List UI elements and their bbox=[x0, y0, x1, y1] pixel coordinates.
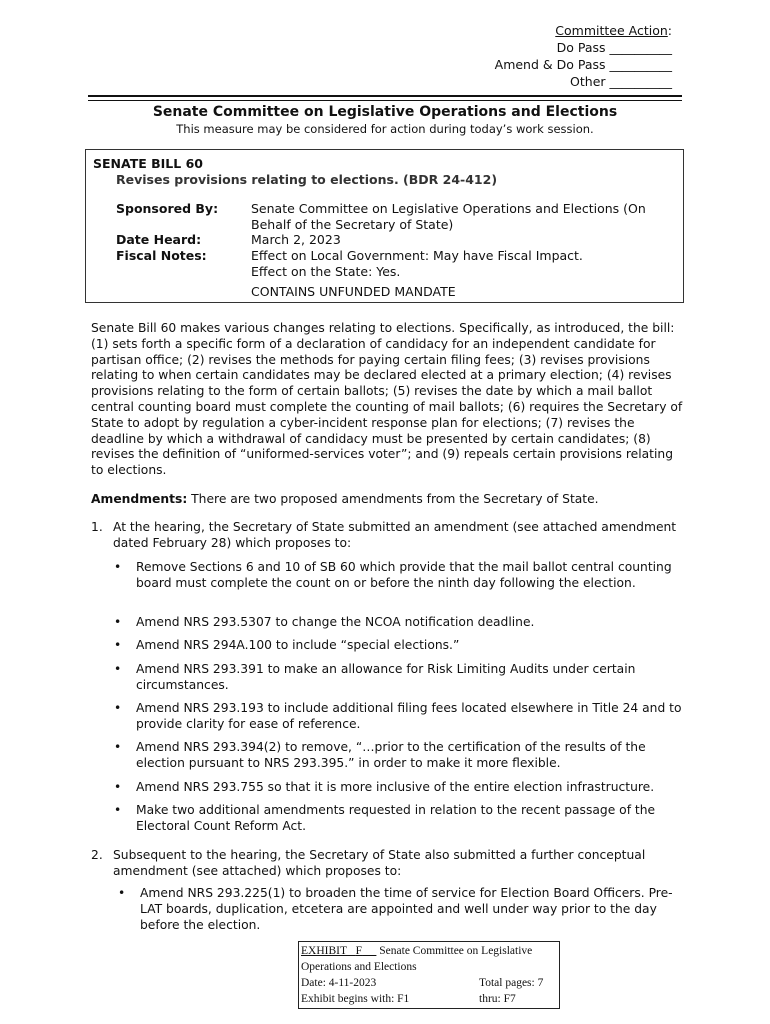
list-item-text: Amend NRS 293.755 so that it is more inclusive of the entire election infrastructure. bbox=[136, 780, 655, 794]
sponsored-line: Behalf of the Secretary of State) bbox=[251, 217, 454, 232]
amendment-number: 1. bbox=[91, 520, 103, 534]
list-item-text: Amend NRS 293.5307 to change the NCOA notification deadline. bbox=[136, 615, 535, 629]
bill-info-box bbox=[85, 149, 684, 303]
exhibit-line-3 bbox=[301, 975, 557, 991]
exhibit-line-1 bbox=[301, 943, 557, 959]
exhibit-committee: Senate Committee on Legislative bbox=[379, 945, 533, 957]
committee-action-colon: : bbox=[667, 23, 672, 38]
fiscal-line: Effect on the State: Yes. bbox=[251, 264, 401, 279]
list-item-text: Remove Sections 6 and 10 of SB 60 which provide that the mail ballot central counting board must complete the count on or before the ninth day following the election. bbox=[136, 560, 672, 590]
bill-summary: Senate Bill 60 makes various changes relating to elections. Specifically, as introduced, the bill: (1) sets forth a specific form of a declaration of candidacy for an independent candidate for partisan office; (2) revises the methods for paying certain filing fees; (3) revises provisions relating to when certain candidates may be declared elected at a primary election; (4) revises provisions relating to the form of certain ballots; (5) revises the date by which a mail ballot central counting board must complete the counting of mail ballots; (6) requires the Secretary of State to adopt by regulation a cyber-incident response plan for elections; (7) revises the deadline by which a withdrawal of candidacy must be presented by certain candidates; (8) revises the definition of “uniformed-services voter”; and (9) repeals certain provisions relating to elections. bbox=[91, 321, 683, 478]
bullet-icon: • bbox=[118, 886, 126, 900]
exhibit-thru: thru: F7 bbox=[479, 993, 516, 1005]
other-option: Other __________ bbox=[570, 74, 672, 89]
amendments-intro bbox=[91, 492, 599, 506]
fiscal-notes-value bbox=[251, 248, 671, 280]
amend-do-pass-option: Amend & Do Pass __________ bbox=[494, 57, 672, 72]
exhibit-letter: F bbox=[355, 945, 363, 957]
sponsored-line: Senate Committee on Legislative Operations and Elections (On bbox=[251, 201, 646, 216]
exhibit-label: EXHIBIT bbox=[301, 945, 347, 957]
bullet-icon: • bbox=[114, 615, 122, 629]
list-item-text: Amend NRS 293.193 to include additional filing fees located elsewhere in Title 24 and to provide clarity for ease of reference. bbox=[136, 701, 682, 731]
bullet-icon: • bbox=[114, 780, 122, 794]
sponsored-value bbox=[251, 201, 671, 233]
do-pass-option: Do Pass __________ bbox=[556, 40, 672, 55]
bill-number: SENATE BILL 60 bbox=[93, 156, 203, 171]
bullet-icon: • bbox=[114, 740, 122, 754]
unfunded-mandate: CONTAINS UNFUNDED MANDATE bbox=[251, 284, 456, 299]
exhibit-begins: Exhibit begins with: F1 bbox=[301, 993, 410, 1005]
list-item-text: Make two additional amendments requested in relation to the recent passage of the Electoral Count Reform Act. bbox=[136, 803, 656, 833]
amendments-label: Amendments: bbox=[91, 492, 188, 506]
page-title: Senate Committee on Legislative Operations and Elections bbox=[152, 104, 618, 120]
list-item-text: Amend NRS 293.225(1) to broaden the time of service for Election Board Officers. Pre-LAT boards, duplication, etcetera are appointed and well under way prior to the day before the election. bbox=[140, 886, 673, 932]
page-subtitle: This measure may be considered for action during today’s work session. bbox=[176, 122, 594, 136]
committee-action-header bbox=[495, 22, 672, 39]
exhibit-line-2: Operations and Elections bbox=[301, 961, 417, 973]
bullet-icon: • bbox=[114, 638, 122, 652]
bullet-icon: • bbox=[114, 662, 122, 676]
bill-description: Revises provisions relating to elections. (BDR 24-412) bbox=[116, 172, 498, 187]
exhibit-stamp bbox=[298, 941, 560, 1009]
list-item-text: Amend NRS 293.394(2) to remove, “…prior to the certification of the results of the election pursuant to NRS 293.395.” in order to make it more flexible. bbox=[136, 740, 646, 770]
header-rule-thin bbox=[88, 100, 682, 101]
fiscal-notes-label: Fiscal Notes: bbox=[116, 248, 207, 263]
amendment-text: At the hearing, the Secretary of State submitted an amendment (see attached amendment dated February 28) which proposes to: bbox=[113, 520, 677, 550]
bullet-icon: • bbox=[114, 701, 122, 715]
bullet-icon: • bbox=[114, 560, 122, 574]
list-item-text: Amend NRS 293.391 to make an allowance for Risk Limiting Audits under certain circumstances. bbox=[136, 662, 636, 692]
date-heard-value: March 2, 2023 bbox=[251, 232, 341, 247]
committee-action-label: Committee Action bbox=[555, 23, 668, 38]
sponsored-label: Sponsored By: bbox=[116, 201, 219, 216]
amendment-text: Subsequent to the hearing, the Secretary of State also submitted a further conceptual amendment (see attached) which proposes to: bbox=[113, 848, 646, 878]
amendments-intro-text: There are two proposed amendments from the Secretary of State. bbox=[187, 492, 599, 506]
list-item-text: Amend NRS 294A.100 to include “special elections.” bbox=[136, 638, 460, 652]
fiscal-line: Effect on Local Government: May have Fiscal Impact. bbox=[251, 248, 583, 263]
exhibit-line-4 bbox=[301, 991, 557, 1007]
exhibit-date: Date: 4-11-2023 bbox=[301, 977, 377, 989]
amendment-number: 2. bbox=[91, 848, 103, 862]
exhibit-total-pages: Total pages: 7 bbox=[479, 977, 544, 989]
committee-action-block bbox=[495, 22, 672, 90]
header-rule-thick bbox=[88, 95, 682, 97]
date-heard-label: Date Heard: bbox=[116, 232, 202, 247]
bullet-icon: • bbox=[114, 803, 122, 817]
